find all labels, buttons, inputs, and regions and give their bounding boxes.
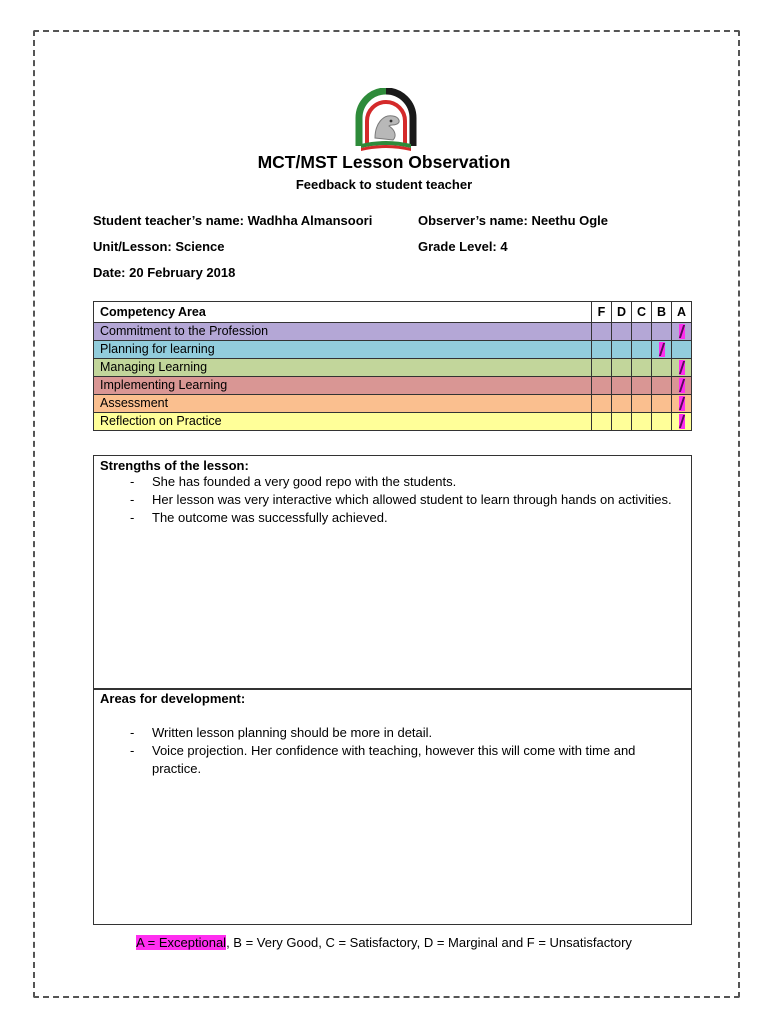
competency-row [94, 413, 692, 431]
grade-cell-a [672, 377, 692, 395]
list-item: - Voice projection. Her confidence with teaching, however this will come with time and practice. [130, 743, 636, 776]
grade-cell-f [592, 323, 612, 341]
student-name: Student teacher’s name: Wadhha Almansoori [93, 213, 373, 228]
competency-row [94, 323, 692, 341]
competency-header-row [94, 302, 692, 323]
grade-cell-a [672, 341, 692, 359]
grade-cell-c [632, 359, 652, 377]
list-item: - Her lesson was very interactive which allowed student to learn through hands on activities. [130, 492, 672, 507]
grade-cell-c [632, 395, 652, 413]
university-logo [353, 88, 419, 152]
legend-highlight: A = Exceptional [136, 935, 227, 950]
development-text: Voice projection. Her confidence with teaching, however this will come with time and practice. [152, 743, 636, 776]
list-item: - The outcome was successfully achieved. [130, 510, 388, 525]
grade-cell-a [672, 323, 692, 341]
grade-cell-f [592, 413, 612, 431]
grade-legend [0, 935, 768, 950]
grade-level: Grade Level: 4 [418, 239, 508, 254]
development-text: Written lesson planning should be more in detail. [152, 725, 433, 740]
grade-cell-b [652, 341, 672, 359]
check-mark-icon [679, 414, 685, 429]
grade-cell-f [592, 341, 612, 359]
competency-area: Managing Learning [94, 359, 592, 377]
page-subtitle: Feedback to student teacher [295, 177, 473, 192]
strengths-list [100, 473, 685, 527]
check-mark-icon [679, 396, 685, 411]
check-mark-icon [679, 360, 685, 375]
grade-cell-a [672, 359, 692, 377]
observation-date: Date: 20 February 2018 [93, 265, 236, 280]
grade-cell-d [612, 341, 632, 359]
strength-text: Her lesson was very interactive which allowed student to learn through hands on activities. [152, 492, 672, 507]
competency-area: Assessment [94, 395, 592, 413]
grade-cell-b [652, 395, 672, 413]
grade-cell-a [672, 395, 692, 413]
competency-area: Reflection on Practice [94, 413, 592, 431]
grade-header-a: A [672, 302, 692, 323]
grade-cell-c [632, 413, 652, 431]
list-item: - She has founded a very good repo with the students. [130, 474, 457, 489]
competency-area: Commitment to the Profession [94, 323, 592, 341]
grade-cell-a [672, 413, 692, 431]
competency-area: Implementing Learning [94, 377, 592, 395]
strength-text: She has founded a very good repo with the students. [152, 474, 457, 489]
competency-row [94, 341, 692, 359]
competency-row [94, 395, 692, 413]
check-mark-icon [679, 378, 685, 393]
legend-rest: , B = Very Good, C = Satisfactory, D = Marginal and F = Unsatisfactory [226, 935, 632, 950]
grade-cell-b [652, 323, 672, 341]
grade-cell-f [592, 359, 612, 377]
competency-row [94, 377, 692, 395]
grade-cell-d [612, 413, 632, 431]
grade-cell-f [592, 377, 612, 395]
grade-header-b: B [652, 302, 672, 323]
strengths-title: Strengths of the lesson: [100, 458, 249, 473]
grade-cell-b [652, 359, 672, 377]
grade-cell-c [632, 323, 652, 341]
grade-cell-f [592, 395, 612, 413]
competency-header: Competency Area [94, 302, 592, 323]
strengths-box [93, 455, 692, 690]
grade-header-d: D [612, 302, 632, 323]
competency-area: Planning for learning [94, 341, 592, 359]
grade-header-c: C [632, 302, 652, 323]
grade-cell-d [612, 377, 632, 395]
competency-row [94, 359, 692, 377]
grade-cell-c [632, 377, 652, 395]
grade-cell-d [612, 395, 632, 413]
grade-cell-d [612, 359, 632, 377]
grade-cell-c [632, 341, 652, 359]
check-mark-icon [659, 342, 665, 357]
development-box [93, 688, 692, 925]
grade-cell-b [652, 377, 672, 395]
list-item: - Written lesson planning should be more in detail. [130, 725, 433, 740]
check-mark-icon [679, 324, 685, 339]
strength-text: The outcome was successfully achieved. [152, 510, 388, 525]
development-list [100, 724, 685, 778]
development-title: Areas for development: [100, 691, 246, 706]
grade-cell-b [652, 413, 672, 431]
grade-cell-d [612, 323, 632, 341]
competency-table [93, 301, 692, 431]
unit-lesson: Unit/Lesson: Science [93, 239, 225, 254]
page-title: MCT/MST Lesson Observation [257, 152, 511, 172]
observer-name: Observer’s name: Neethu Ogle [418, 213, 609, 228]
grade-header-f: F [592, 302, 612, 323]
